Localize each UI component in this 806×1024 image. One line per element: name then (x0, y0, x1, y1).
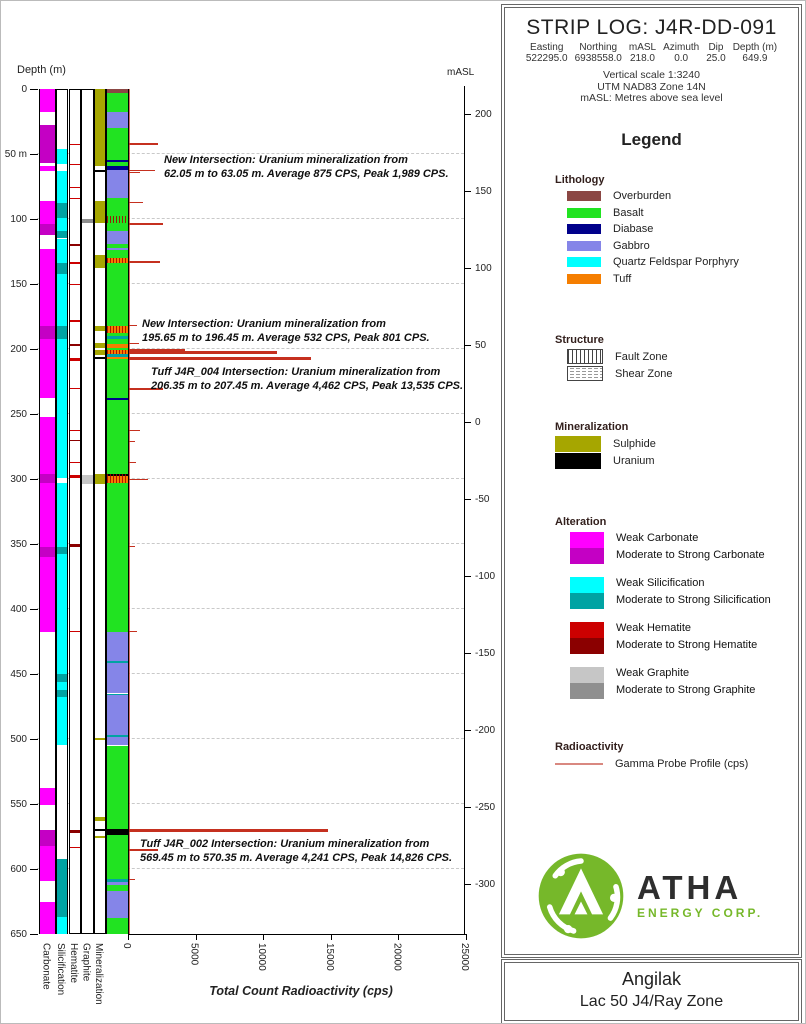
cps-tick (196, 934, 197, 940)
masl-tick (464, 268, 471, 269)
alteration-weak-swatch (570, 532, 604, 548)
hematite-interval (70, 284, 80, 285)
lithology-interval (107, 746, 128, 829)
depth-tick-label: 250 (10, 409, 27, 420)
carbonate-interval (40, 788, 55, 805)
silicification-interval (57, 682, 67, 690)
legend-alteration-group (570, 622, 790, 656)
silicification-interval (57, 231, 67, 239)
carbonate-interval (40, 201, 55, 224)
field-label: Northing (579, 42, 618, 53)
field-label: mASL (628, 42, 657, 53)
carbonate-interval (40, 483, 55, 547)
silicification-interval (57, 218, 67, 231)
depth-tick-label: 200 (10, 344, 27, 355)
carbonate-interval (40, 249, 55, 326)
silicification-interval (57, 554, 67, 674)
field-label: Dip (708, 42, 724, 53)
alteration-strong-swatch (570, 548, 604, 564)
lithology-interval (107, 835, 128, 879)
depth-tick-label: 550 (10, 799, 27, 810)
field-azimuth (663, 42, 699, 64)
legend-radioactivity-header: Radioactivity (555, 741, 624, 753)
mineralization-interval (95, 201, 105, 223)
silicification-interval (57, 697, 67, 745)
column-label-hematite: Hematite (68, 943, 79, 984)
gamma-spike (129, 357, 311, 360)
silicification-interval (57, 263, 67, 273)
cps-tick (466, 934, 467, 940)
annotation-line: 569.45 m to 570.35 m. Average 4,241 CPS, Peak 14,826 CPS. (140, 852, 453, 865)
masl-tick (464, 576, 471, 577)
alteration-strong-label: Moderate to Strong Carbonate (616, 549, 765, 561)
field-value: 218.0 (629, 53, 655, 64)
lithology-swatch (567, 257, 601, 267)
depth-tick-label: 600 (10, 864, 27, 875)
intersection-annotation (151, 365, 463, 394)
silicification-interval (57, 326, 67, 339)
masl-axis-title: mASL (447, 67, 475, 78)
silicification-interval (57, 203, 67, 217)
cps-tick-label: 5000 (188, 943, 200, 966)
hematite-interval (70, 344, 80, 346)
carbonate-interval (40, 125, 55, 163)
annotation-line: New Intersection: Uranium mineralization from (164, 154, 408, 166)
lithology-interval (107, 737, 128, 745)
silicification-interval (57, 149, 67, 165)
alteration-weak-label: Weak Hematite (616, 622, 691, 634)
depth-tick-label: 500 (10, 734, 27, 745)
silicification-interval (57, 274, 67, 326)
project-title-box (504, 962, 799, 1021)
field-value: 649.9 (742, 53, 768, 64)
hematite-interval (70, 462, 80, 463)
depth-tick (30, 284, 38, 285)
depth-tick-label: 300 (10, 474, 27, 485)
cps-tick (128, 934, 129, 940)
mineralization-interval (95, 255, 105, 268)
hematite-interval (70, 440, 80, 441)
mineralization-interval (95, 357, 105, 360)
column-label-mineralization: Mineralization (93, 943, 104, 1005)
structure-pattern-swatch (567, 366, 603, 381)
annotation-line: 62.05 m to 63.05 m. Average 875 CPS, Peak 1,989 CPS. (164, 168, 449, 181)
masl-tick-label: 100 (475, 263, 492, 274)
mineralization-interval (95, 350, 105, 355)
lithology-interval (107, 483, 128, 633)
column-label-carbonate: Carbonate (40, 943, 52, 990)
intersection-annotation (164, 153, 449, 182)
alteration-strong-swatch (570, 593, 604, 609)
carbonate-interval (40, 417, 55, 474)
silicification-interval (57, 547, 67, 555)
mineralization-interval (95, 343, 105, 348)
silicification-interval (57, 674, 67, 682)
carbonate-interval (40, 474, 55, 483)
carbonate-interval (40, 846, 55, 881)
masl-tick-label: -150 (475, 648, 496, 659)
gamma-spike (129, 479, 148, 480)
cps-axis-title: Total Count Radioactivity (cps) (209, 984, 393, 998)
lithology-interval (107, 891, 128, 918)
gamma-spike (129, 546, 135, 547)
lithology-interval (107, 250, 128, 258)
lithology-interval (107, 695, 128, 735)
lithology-label: Quartz Feldspar Porphyry (613, 256, 739, 268)
masl-tick-label: 0 (475, 417, 481, 428)
legend-mineralization-item (555, 453, 655, 469)
field-value: 6938558.0 (574, 53, 622, 64)
structure-pattern-swatch (567, 349, 603, 364)
cps-tick-label: 0 (121, 943, 132, 949)
masl-tick (464, 114, 471, 115)
silicification-interval (57, 239, 67, 264)
lithology-label: Overburden (613, 190, 672, 202)
fault-zone-hatch (107, 474, 128, 483)
carbonate-interval (40, 326, 55, 339)
field-northing (575, 42, 622, 64)
field-depth (733, 42, 777, 64)
masl-tick-label: -200 (475, 725, 496, 736)
masl-tick (464, 653, 471, 654)
alteration-strong-label: Moderate to Strong Graphite (616, 684, 756, 696)
mineralization-interval (95, 170, 105, 172)
lithology-interval (107, 359, 128, 398)
mineralization-interval (95, 836, 105, 838)
field-easting (526, 42, 568, 64)
carbonate-interval (40, 166, 55, 171)
column-label-graphite: Graphite (80, 943, 92, 982)
alteration-strong-label: Moderate to Strong Hematite (616, 639, 758, 651)
column-label-silicification: Silicification (55, 943, 66, 996)
depth-tick-label: 50 m (4, 149, 27, 160)
intersection-annotation (142, 317, 430, 346)
log-column-hematite (69, 89, 81, 934)
depth-tick-label: 150 (10, 279, 27, 290)
depth-tick-label: 350 (10, 539, 27, 550)
legend-alteration-group (570, 577, 790, 611)
mineralization-swatch (555, 436, 601, 452)
annotation-line: 206.35 m to 207.45 m. Average 4,462 CPS, Peak 13,535 CPS. (151, 380, 464, 393)
mineralization-label: Sulphide (613, 438, 656, 450)
cps-axis-line (128, 934, 467, 935)
field-label: Azimuth (663, 42, 700, 53)
collar-fields (505, 42, 798, 64)
lithology-interval (107, 231, 128, 244)
cps-tick (263, 934, 264, 940)
silicification-interval (57, 483, 67, 547)
lithology-interval (107, 632, 128, 661)
alteration-strong-swatch (570, 638, 604, 654)
hematite-interval (70, 631, 80, 632)
depth-tick-label: 400 (10, 604, 27, 615)
masl-tick (464, 807, 471, 808)
cps-tick-label: 25000 (459, 943, 470, 971)
silicification-interval (57, 171, 67, 204)
note-datum: UTM NAD83 Zone 14N (597, 80, 706, 93)
structure-label: Fault Zone (615, 350, 668, 363)
depth-axis-title: Depth (m) (17, 64, 66, 76)
gamma-spike (129, 829, 328, 832)
annotation-line: 195.65 m to 196.45 m. Average 532 CPS, Peak 801 CPS. (142, 332, 430, 345)
field-value: 522295.0 (525, 53, 568, 64)
depth-tick-label: 100 (10, 214, 27, 225)
lithology-interval (107, 663, 128, 694)
depth-tick (30, 479, 38, 480)
lithology-label: Gabbro (613, 239, 650, 252)
gamma-spike (129, 462, 136, 463)
zone-name: Lac 50 J4/Ray Zone (579, 993, 724, 1010)
gamma-spike (129, 223, 163, 225)
alteration-weak-label: Weak Graphite (616, 667, 690, 679)
depth-tick (30, 674, 38, 675)
carbonate-interval (40, 830, 55, 846)
annotation-line: Tuff J4R_004 Intersection: Uranium mineralization from (151, 366, 441, 378)
note-scale: Vertical scale 1:3240 (603, 69, 700, 81)
masl-tick (464, 422, 471, 423)
legend-structure-header: Structure (555, 334, 604, 346)
field-value: 25.0 (706, 53, 726, 64)
gamma-spike (129, 172, 140, 173)
depth-tick (30, 544, 38, 545)
legend-mineralization-item (555, 436, 656, 452)
lithology-interval (107, 93, 128, 113)
gamma-spike (129, 261, 160, 263)
masl-tick (464, 191, 471, 192)
gamma-spike (129, 170, 155, 171)
legend-alteration-group (570, 667, 790, 701)
lithology-interval (107, 112, 128, 128)
hematite-interval (70, 164, 80, 165)
legend-alteration-header: Alteration (555, 516, 607, 528)
lithology-interval (107, 198, 128, 216)
strip-log-plot (1, 1, 504, 1024)
hematite-interval (70, 830, 80, 833)
gamma-spike (129, 325, 137, 326)
graphite-interval (82, 475, 93, 484)
annotation-line: Tuff J4R_002 Intersection: Uranium mineralization from (140, 838, 430, 850)
mineralization-interval (95, 738, 105, 740)
depth-tick (30, 219, 38, 220)
info-panel (504, 7, 799, 955)
carbonate-interval (40, 902, 55, 935)
silicification-interval (57, 339, 67, 478)
lithology-interval (107, 223, 128, 231)
silicification-interval (57, 690, 67, 698)
hematite-interval (70, 475, 80, 478)
field-label: Easting (530, 42, 564, 53)
graphite-interval (82, 219, 93, 223)
header-notes (505, 70, 798, 105)
masl-tick (464, 730, 471, 731)
note-masl: mASL: Metres above sea level (580, 92, 723, 104)
cps-tick-label: 10000 (256, 943, 268, 971)
legend-lithology-item (567, 190, 671, 202)
hematite-interval (70, 358, 80, 361)
lithology-interval (107, 170, 128, 199)
alteration-strong-swatch (570, 683, 604, 699)
mineralization-label: Uranium (613, 455, 655, 467)
masl-tick (464, 345, 471, 346)
depth-tick-label: 650 (10, 929, 27, 940)
mineralization-interval (95, 817, 105, 821)
masl-tick-label: 50 (475, 340, 487, 351)
carbonate-interval (40, 557, 55, 632)
gamma-spike (129, 631, 137, 632)
logo-name: ATHA (637, 868, 743, 906)
atha-logo-text (637, 868, 764, 920)
mineralization-swatch (555, 453, 601, 469)
lithology-label: Tuff (613, 272, 632, 285)
project-name: Angilak (621, 969, 682, 989)
gamma-spike (129, 879, 135, 880)
gamma-spike (129, 430, 140, 431)
legend-lithology-item (567, 240, 650, 252)
hematite-interval (70, 388, 80, 389)
alteration-weak-swatch (570, 667, 604, 683)
depth-tick (30, 739, 38, 740)
lithology-interval (107, 918, 128, 934)
mineralization-interval (95, 89, 105, 166)
alteration-strong-label: Moderate to Strong Silicification (616, 594, 771, 606)
alteration-weak-label: Weak Carbonate (616, 532, 699, 544)
silicification-interval (57, 859, 67, 918)
masl-tick-label: -250 (475, 802, 496, 813)
lithology-interval (107, 128, 128, 160)
intersection-annotation (140, 837, 452, 866)
depth-tick (30, 89, 38, 90)
hematite-interval (70, 544, 80, 547)
depth-tick-label: 450 (10, 669, 27, 680)
hematite-interval (70, 198, 80, 199)
cps-tick-label: 15000 (323, 943, 335, 971)
field-masl (629, 42, 656, 64)
logo-subtitle: ENERGY CORP. (637, 905, 764, 920)
atha-logo-icon (535, 850, 627, 942)
cps-tick (331, 934, 332, 940)
hematite-interval (70, 262, 80, 265)
field-value: 0.0 (674, 53, 689, 64)
cps-tick-label: 20000 (391, 943, 403, 971)
lithology-label: Basalt (613, 206, 644, 219)
legend-lithology-item (567, 273, 631, 285)
legend-lithology-header: Lithology (555, 174, 605, 186)
mineralization-interval (95, 474, 105, 484)
masl-tick-label: 200 (475, 109, 492, 120)
lithology-swatch (567, 274, 601, 284)
legend-structure-item (567, 366, 672, 381)
legend-mineralization-header: Mineralization (555, 421, 629, 433)
mineralization-interval (95, 829, 105, 832)
gamma-spike (129, 202, 143, 203)
lithology-swatch (567, 224, 601, 234)
lithology-swatch (567, 241, 601, 251)
fault-zone-hatch (107, 326, 128, 334)
log-column-graphite (81, 89, 94, 934)
legend-lithology-item (567, 223, 653, 235)
lithology-swatch (567, 191, 601, 201)
annotation-line: New Intersection: Uranium mineralization from (142, 318, 386, 330)
hematite-interval (70, 187, 80, 188)
gamma-line-label: Gamma Probe Profile (cps) (615, 758, 749, 770)
gamma-line-swatch (555, 763, 603, 765)
page-title: STRIP LOG: J4R-DD-091 (526, 16, 777, 39)
company-logo (535, 846, 768, 946)
hematite-interval (70, 847, 80, 848)
depth-tick (30, 154, 38, 155)
silicification-interval (57, 917, 67, 934)
cps-tick (398, 934, 399, 940)
depth-tick (30, 414, 38, 415)
field-label: Depth (m) (732, 42, 778, 53)
depth-tick (30, 934, 38, 935)
gamma-spike (129, 441, 135, 442)
depth-tick (30, 804, 38, 805)
gamma-baseline (129, 89, 130, 934)
legend-title: Legend (621, 130, 682, 149)
field-dip (706, 42, 725, 64)
carbonate-interval (40, 224, 55, 234)
masl-tick (464, 884, 471, 885)
lithology-swatch (567, 208, 601, 218)
lithology-interval (107, 263, 128, 325)
masl-tick (464, 499, 471, 500)
structure-label: Shear Zone (615, 367, 673, 380)
hematite-interval (70, 244, 80, 247)
carbonate-interval (40, 89, 55, 112)
carbonate-interval (40, 339, 55, 399)
carbonate-interval (40, 547, 55, 557)
depth-tick (30, 349, 38, 350)
legend-alteration-group (570, 532, 790, 566)
mineralization-interval (95, 326, 105, 331)
alteration-weak-swatch (570, 622, 604, 638)
legend-lithology-item (567, 207, 644, 219)
masl-tick-label: -300 (475, 879, 496, 890)
alteration-weak-swatch (570, 577, 604, 593)
depth-tick (30, 869, 38, 870)
gamma-spike (129, 343, 139, 344)
masl-tick-label: -100 (475, 571, 496, 582)
alteration-weak-label: Weak Silicification (616, 577, 705, 589)
legend-structure-item (567, 349, 668, 364)
masl-tick-label: -50 (475, 494, 490, 505)
legend-lithology-item (567, 256, 739, 268)
depth-tick (30, 609, 38, 610)
hematite-interval (70, 144, 80, 145)
hematite-interval (70, 320, 80, 321)
lithology-interval (107, 400, 128, 473)
depth-tick-label: 0 (21, 84, 27, 95)
legend-radioactivity-row (555, 758, 748, 770)
masl-tick-label: 150 (475, 186, 492, 197)
lithology-label: Diabase (613, 223, 654, 235)
gamma-spike (129, 143, 158, 145)
gamma-spike (129, 351, 277, 354)
hematite-interval (70, 430, 80, 431)
